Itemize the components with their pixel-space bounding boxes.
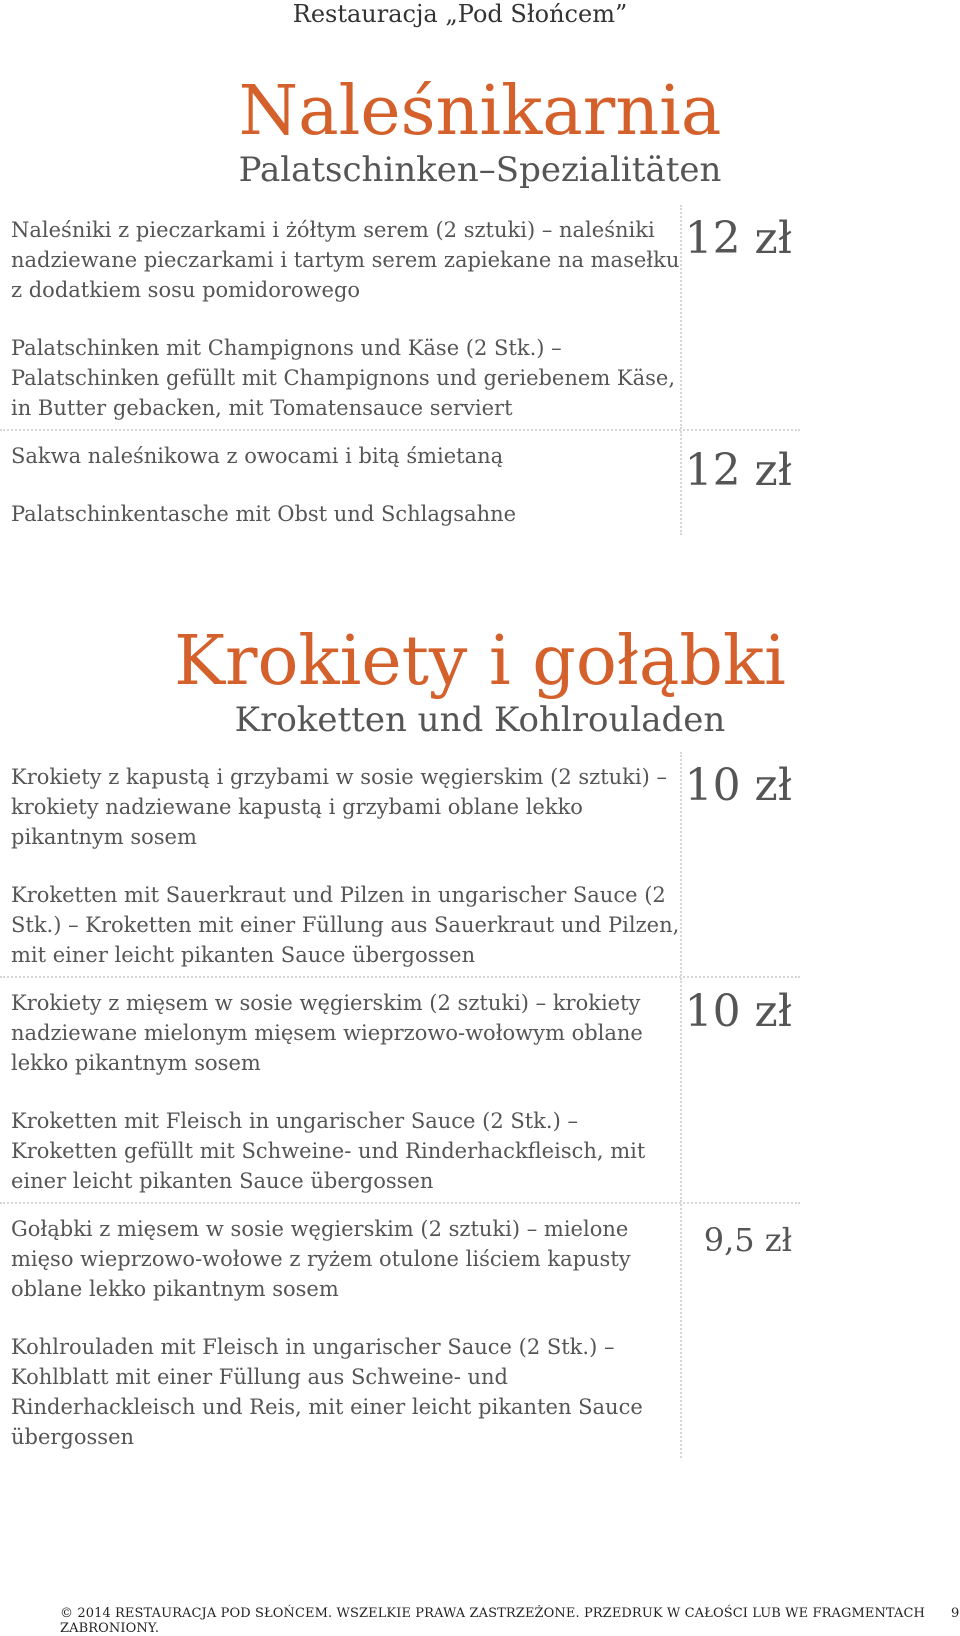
menu-item [0,752,800,978]
item-description-pl: Krokiety z kapustą i grzybami w sosie węgierskim (2 sztuki) – krokiety nadziewane kapustą i grzybami oblane lekko pikantnym sosem [11,765,667,849]
item-price: 10 zł [684,760,792,811]
item-price: 12 zł [684,213,792,264]
menu-item [0,205,800,431]
item-price: 10 zł [684,986,792,1037]
item-description-pl: Naleśniki z pieczarkami i żółtym serem (2 sztuki) – naleśniki nadziewane pieczarkami i tartym serem zapiekane na masełku z dodatkiem sosu pomidorowego [11,218,680,302]
section-naleśnikarnia-heading [0,74,960,190]
menu-list-section1 [0,205,800,535]
item-description-de: Kroketten mit Fleisch in ungarischer Sauce (2 Stk.) – Kroketten gefüllt mit Schweine- und Rinderhackfleisch, mit einer leicht pikanten Sauce übergossen [11,1109,646,1193]
item-description-de: Kohlrouladen mit Fleisch in ungarischer Sauce (2 Stk.) – Kohlblatt mit einer Füllung aus Schweine- und Rinderhackleisch und Reis, mit einer leicht pikanten Sauce übergossen [11,1335,643,1449]
section-krokiety-heading [0,624,960,740]
page-number: 9 [951,1606,960,1621]
menu-list-section2 [0,752,800,1458]
section-title: Naleśnikarnia [238,72,722,151]
section-subtitle: Palatschinken–Spezialitäten [238,150,722,190]
item-description-pl: Gołąbki z mięsem w sosie węgierskim (2 sztuki) – mielone mięso wieprzowo-wołowe z ryżem otulone liściem kapusty oblane lekko pikantnym sosem [11,1217,631,1301]
item-description-de: Palatschinken mit Champignons und Käse (2 Stk.) – Palatschinken gefüllt mit Champignons und geriebenem Käse, in Butter gebacken, mit Tomatensauce serviert [11,336,675,420]
item-price: 9,5 zł [703,1221,792,1259]
menu-item [0,431,800,535]
page-header [0,0,960,28]
copyright-footer: © 2014 RESTAURACJA POD SŁOŃCEM. WSZELKIE PRAWA ZASTRZEŻONE. PRZEDRUK W CAŁOŚCI LUB WE FRAGMENTACH ZABRONIONY. [60,1606,925,1636]
item-description-de: Kroketten mit Sauerkraut und Pilzen in ungarischer Sauce (2 Stk.) – Kroketten mit einer Füllung aus Sauerkraut und Pilzen, mit einer leicht pikanten Sauce übergossen [11,883,680,967]
item-description-pl: Krokiety z mięsem w sosie węgierskim (2 sztuki) – krokiety nadziewane mielonym mięsem wieprzowo-wołowym oblane lekko pikantnym sosem [11,991,643,1075]
section-title: Krokiety i gołąbki [174,622,786,701]
restaurant-name: Restauracja „Pod Słońcem” [292,0,628,28]
menu-item [0,978,800,1204]
section-subtitle: Kroketten und Kohlrouladen [234,700,726,740]
item-price: 12 zł [684,445,792,496]
item-description-de: Palatschinkentasche mit Obst und Schlagsahne [11,502,517,526]
item-description-pl: Sakwa naleśnikowa z owocami i bitą śmietaną [11,444,504,468]
menu-item [0,1204,800,1458]
